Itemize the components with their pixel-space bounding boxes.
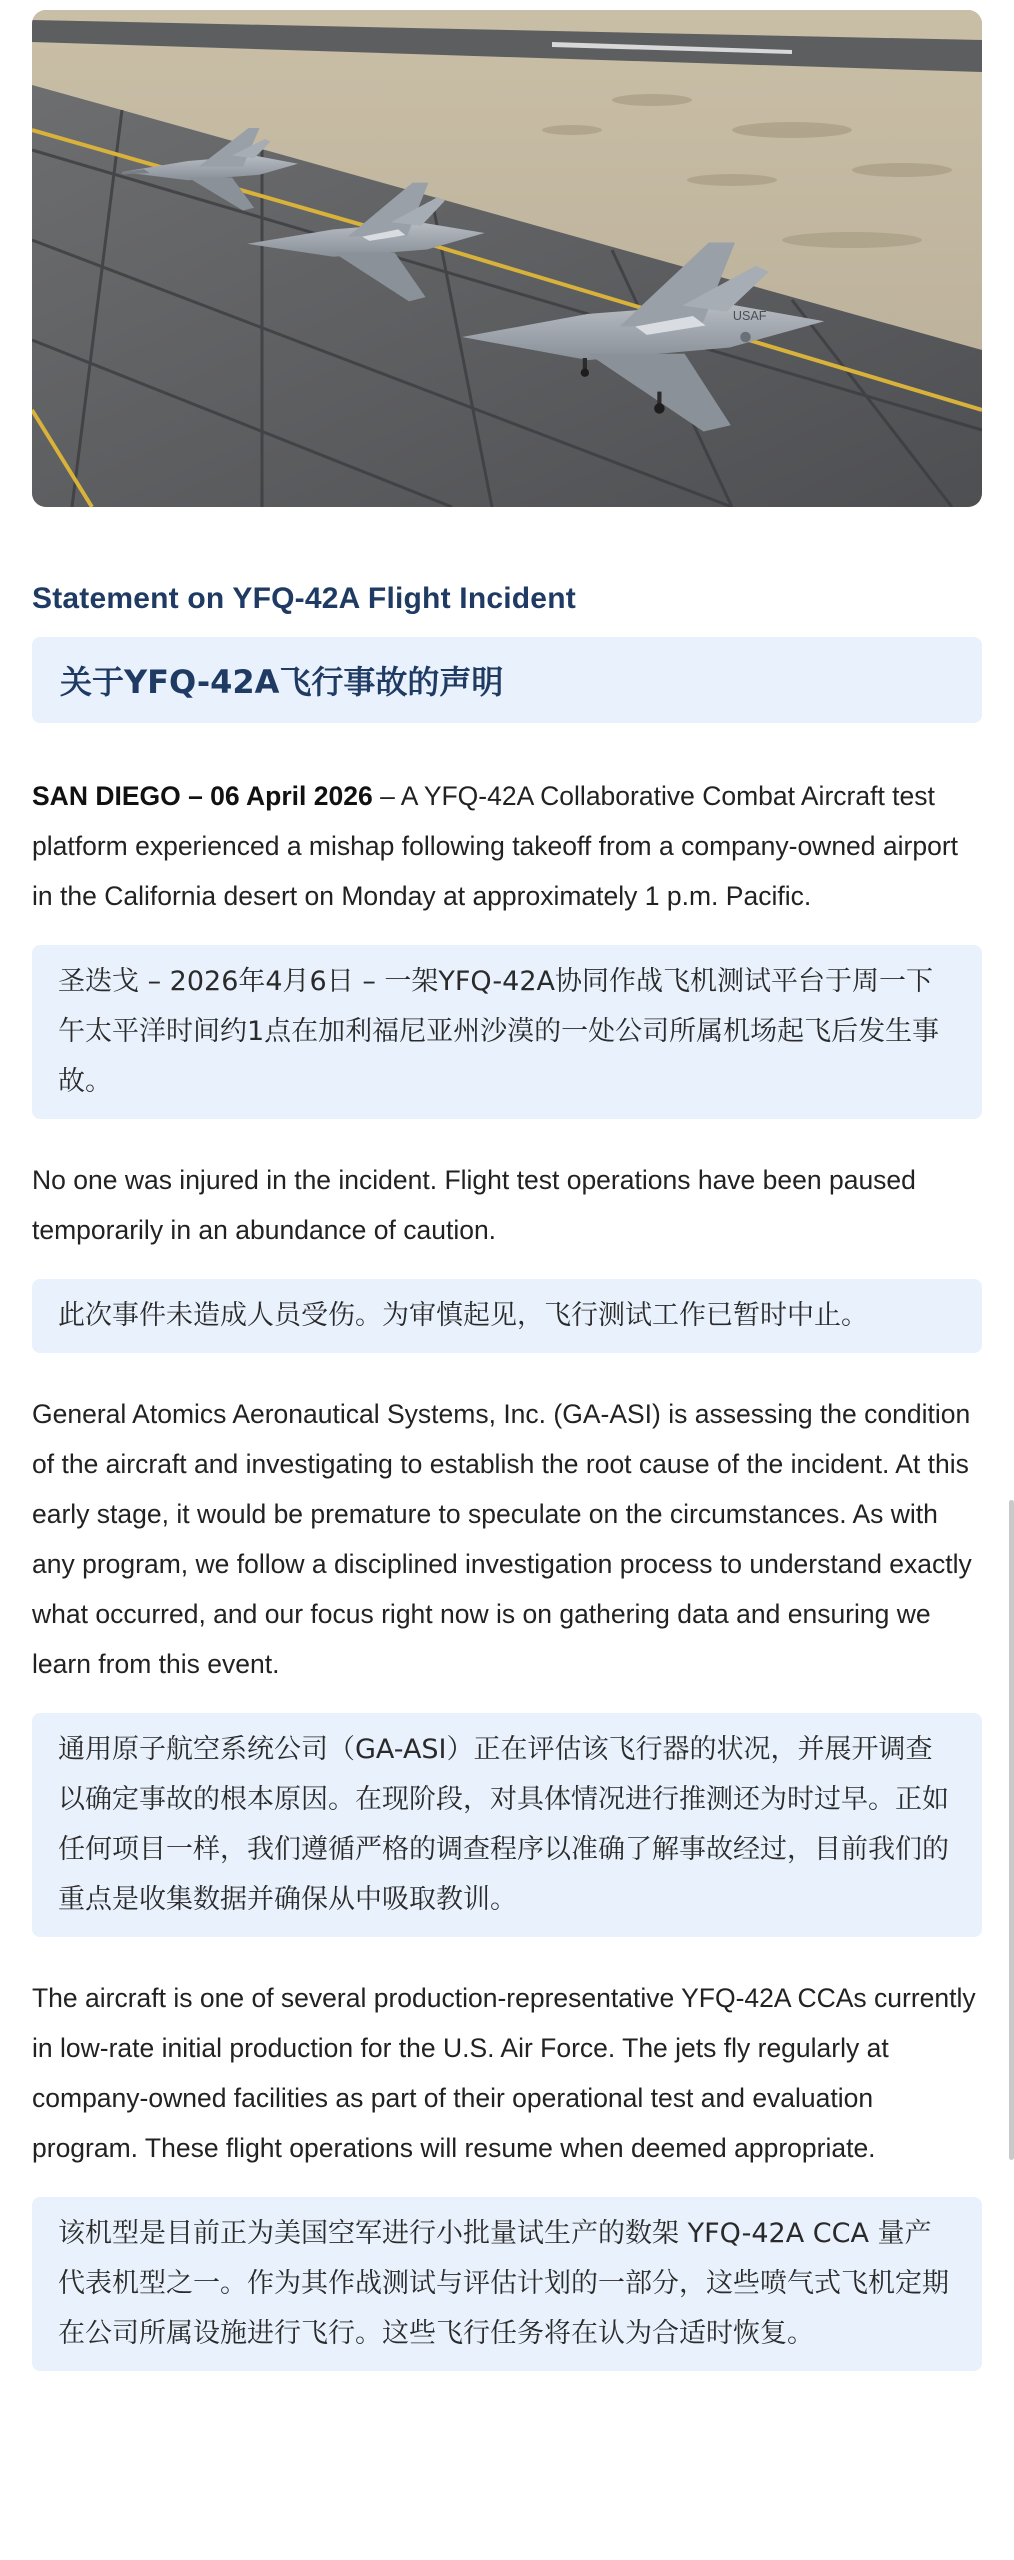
hero-image	[32, 10, 982, 507]
paragraph-zh-2: 此次事件未造成人员受伤。为审慎起见，飞行测试工作已暂时中止。	[58, 1300, 868, 1331]
paragraph-en-4: The aircraft is one of several production-representative YFQ-42A CCAs currently in low-rate initial production for the U.S. Air Force. The jets fly regularly at company-owned facilities as part of their operational test and evaluation program. These flight operations will resume when deemed appropriate.	[32, 1983, 976, 2163]
paragraph-zh-box-1	[32, 945, 982, 1119]
paragraph-zh-box-3	[32, 1713, 982, 1937]
paragraph-en-2: No one was injured in the incident. Flight test operations have been paused temporarily in an abundance of caution.	[32, 1165, 916, 1245]
paragraph-en-1-text: – A YFQ-42A Collaborative Combat Aircraft test platform experienced a mishap following takeoff from a company-owned airport in the California desert on Monday at approximately 1 p.m. Pacific.	[32, 781, 959, 911]
page-title-zh-box	[32, 637, 982, 723]
aircraft-photo-icon	[32, 10, 982, 507]
scrollbar[interactable]	[1009, 1500, 1014, 2160]
paragraph-en-1	[32, 771, 982, 921]
page-title-zh: 关于YFQ-42A飞行事故的声明	[60, 663, 504, 701]
page-title-en: Statement on YFQ-42A Flight Incident	[32, 582, 576, 615]
paragraph-en-3: General Atomics Aeronautical Systems, Inc. (GA-ASI) is assessing the condition of the aircraft and investigating to establish the root cause of the incident. At this early stage, it would be premature to speculate on the circumstances. As with any program, we follow a disciplined investigation process to understand exactly what occurred, and our focus right now is on gathering data and ensuring we learn from this event.	[32, 1399, 972, 1679]
article	[32, 10, 982, 2371]
dateline: SAN DIEGO – 06 April 2026	[32, 781, 373, 811]
paragraph-zh-4: 该机型是目前正为美国空军进行小批量试生产的数架 YFQ-42A CCA 量产代表机型之一。作为其作战测试与评估计划的一部分，这些喷气式飞机定期在公司所属设施进行飞行。这些飞行任务将在认为合适时恢复。	[58, 2218, 949, 2349]
paragraph-zh-box-4	[32, 2197, 982, 2371]
paragraph-zh-box-2	[32, 1279, 982, 1353]
paragraph-zh-3: 通用原子航空系统公司（GA-ASI）正在评估该飞行器的状况，并展开调查以确定事故的根本原因。在现阶段，对具体情况进行推测还为时过早。正如任何项目一样，我们遵循严格的调查程序以准确了解事故经过，目前我们的重点是收集数据并确保从中吸取教训。	[58, 1734, 949, 1915]
usaf-marking: USAF	[732, 309, 767, 324]
paragraph-zh-1: 圣迭戈 – 2026年4月6日 – 一架YFQ-42A协同作战飞机测试平台于周一下午太平洋时间约1点在加利福尼亚州沙漠的一处公司所属机场起飞后发生事故。	[58, 966, 940, 1097]
